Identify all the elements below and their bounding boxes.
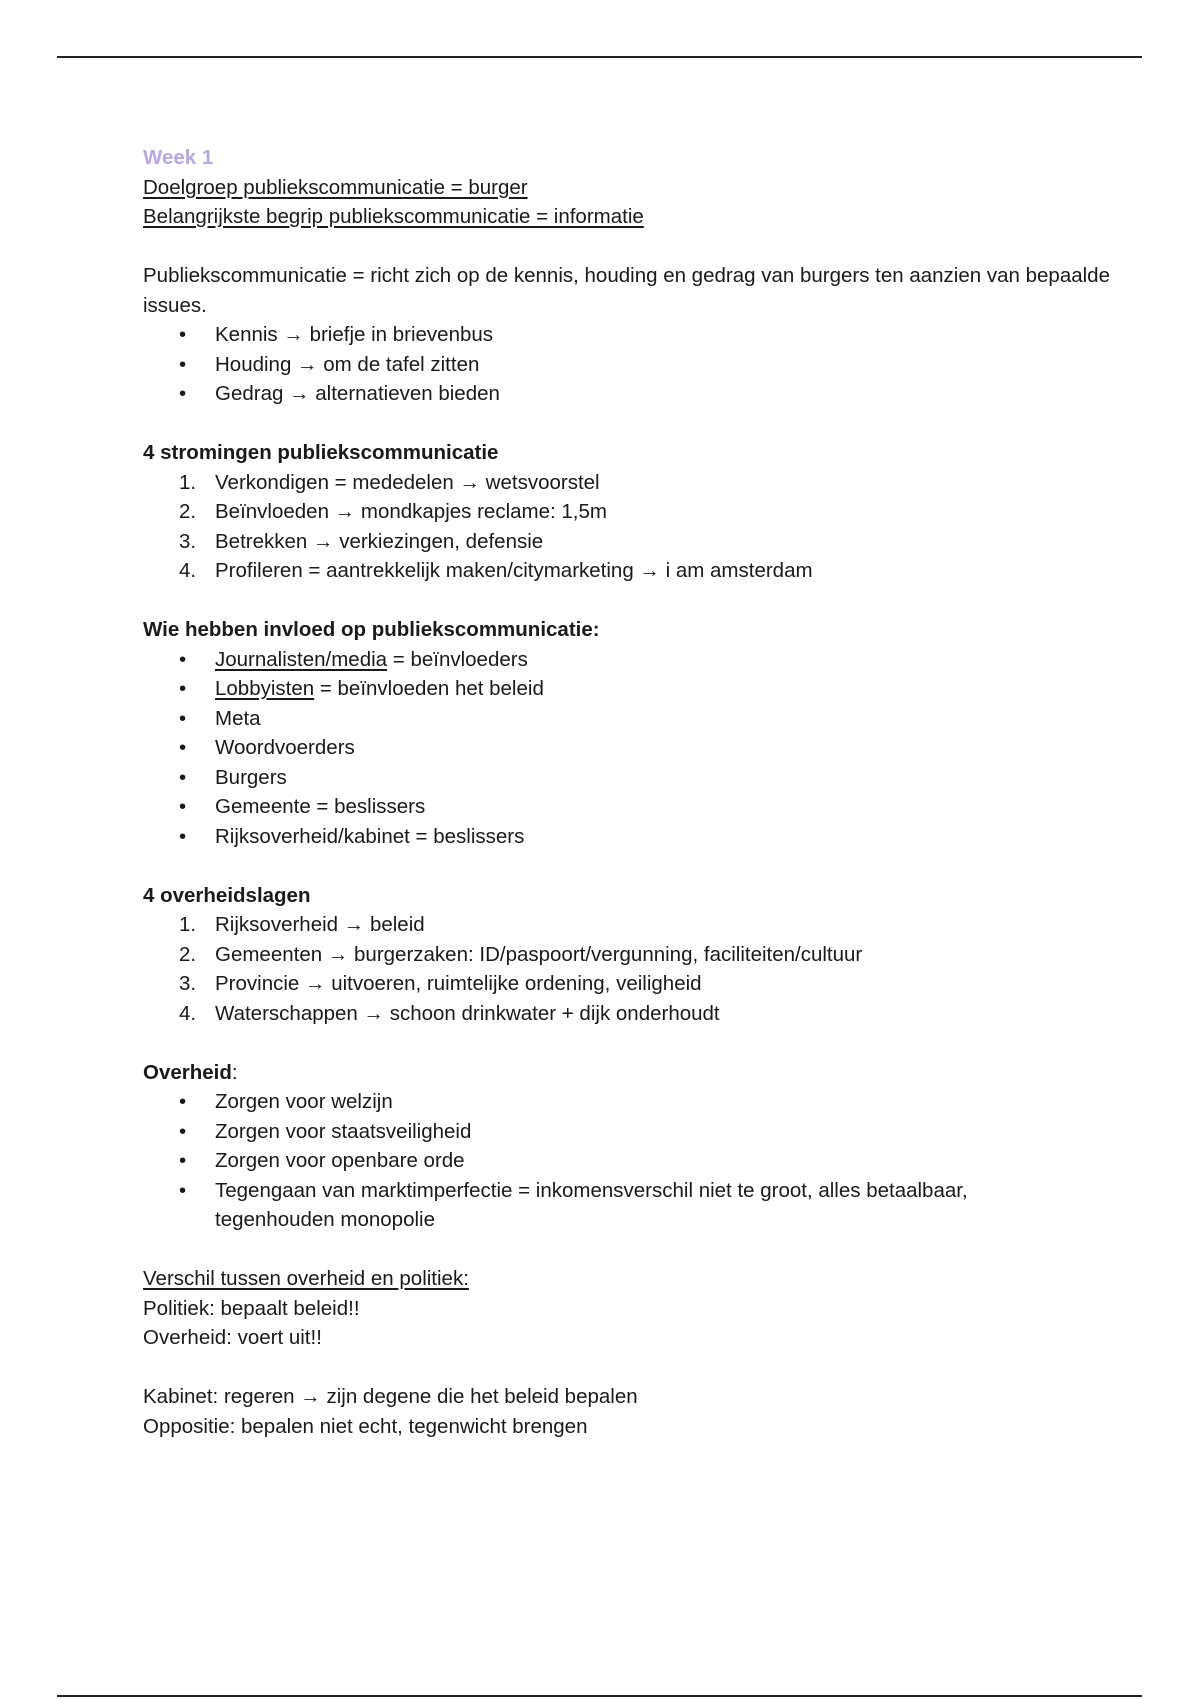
number-marker: 3.: [179, 529, 197, 553]
number-marker: 4.: [179, 559, 197, 582]
oppositie-line: Oppositie: bepalen niet echt, tegenwicht brengen: [143, 1414, 588, 1438]
list-item: • Kennis → briefje in brievenbus: [143, 320, 1143, 350]
stromingen-list: [143, 468, 1143, 586]
document-page: [143, 143, 1143, 1441]
list-item: 1. Verkondigen = mededelen → wetsvoorstel: [143, 468, 1143, 498]
begrip-line: Belangrijkste begrip publiekscommunicatie = informatie: [143, 205, 644, 228]
list-item: • Zorgen voor welzijn: [143, 1087, 1143, 1117]
bullet-marker: •: [179, 1178, 187, 1202]
underlined-term: Lobbyisten: [215, 677, 315, 700]
footer-rule: [57, 1695, 1142, 1697]
bullet-marker: •: [179, 323, 187, 346]
list-item: • Rijksoverheid/kabinet = beslissers: [143, 822, 1143, 852]
header-rule: [57, 56, 1142, 58]
list-item: • Woordvoerders: [143, 733, 1143, 763]
bullet-marker: •: [179, 765, 187, 789]
number-marker: 2.: [179, 500, 197, 523]
overheid-heading: Overheid:: [143, 1060, 238, 1084]
bullet-marker: •: [179, 736, 187, 759]
bullet-marker: •: [179, 677, 187, 700]
number-marker: 1.: [179, 913, 197, 936]
overheid-line: Overheid: voert uit!!: [143, 1326, 322, 1349]
list-item: 2. Gemeenten → burgerzaken: ID/paspoort/vergunning, faciliteiten/cultuur: [143, 940, 1143, 970]
list-item: • Journalisten/media = beïnvloeders: [143, 645, 1143, 675]
list-item: • Zorgen voor openbare orde: [143, 1146, 1143, 1176]
verschil-heading: Verschil tussen overheid en politiek:: [143, 1267, 469, 1290]
number-marker: 2.: [179, 942, 197, 966]
list-item: • Gedrag → alternatieven bieden: [143, 379, 1143, 409]
invloed-list: [143, 645, 1143, 852]
politiek-line: Politiek: bepaalt beleid!!: [143, 1296, 360, 1320]
definition-bullet-list: [143, 320, 1143, 409]
list-item: • Zorgen voor staatsveiligheid: [143, 1117, 1143, 1147]
list-item: • Meta: [143, 704, 1143, 734]
number-marker: 3.: [179, 972, 197, 995]
list-item: 3. Betrekken → verkiezingen, defensie: [143, 527, 1143, 557]
bullet-marker: •: [179, 382, 187, 405]
bullet-marker: •: [179, 706, 187, 730]
bullet-marker: •: [179, 647, 187, 671]
overheidslagen-list: [143, 910, 1143, 1028]
bullet-marker: •: [179, 1149, 187, 1172]
number-marker: 1.: [179, 470, 197, 494]
list-item: • Gemeente = beslissers: [143, 792, 1143, 822]
bullet-marker: •: [179, 795, 187, 818]
list-item: 3. Provincie → uitvoeren, ruimtelijke ordening, veiligheid: [143, 969, 1143, 999]
invloed-heading: Wie hebben invloed op publiekscommunicatie:: [143, 618, 600, 641]
kabinet-line: Kabinet: regeren → zijn degene die het beleid bepalen: [143, 1385, 638, 1408]
definition-paragraph: Publiekscommunicatie = richt zich op de kennis, houding en gedrag van burgers ten aanzien van bepaalde issues.: [143, 264, 1110, 317]
overheid-list: [143, 1087, 1143, 1235]
underlined-term: Journalisten/media: [215, 647, 388, 671]
stromingen-heading: 4 stromingen publiekscommunicatie: [143, 441, 499, 464]
list-item: 1. Rijksoverheid → beleid: [143, 910, 1143, 940]
bullet-marker: •: [179, 1119, 187, 1143]
overheidslagen-heading: 4 overheidslagen: [143, 883, 311, 907]
list-item: • Burgers: [143, 763, 1143, 793]
list-item: • Lobbyisten = beïnvloeden het beleid: [143, 674, 1143, 704]
bullet-marker: •: [179, 352, 187, 376]
bullet-marker: •: [179, 1090, 187, 1113]
list-item: • Tegengaan van marktimperfectie = inkomensverschil niet te groot, alles betaalbaar, tegenhouden monopolie: [143, 1176, 1143, 1235]
list-item: • Houding → om de tafel zitten: [143, 350, 1143, 380]
number-marker: 4.: [179, 1001, 197, 1025]
bullet-marker: •: [179, 824, 187, 848]
list-item: 2. Beïnvloeden → mondkapjes reclame: 1,5m: [143, 497, 1143, 527]
week-heading: Week 1: [143, 146, 214, 169]
list-item: 4. Profileren = aantrekkelijk maken/citymarketing → i am amsterdam: [143, 556, 1143, 586]
list-item: 4. Waterschappen → schoon drinkwater + dijk onderhoudt: [143, 999, 1143, 1029]
doelgroep-line: Doelgroep publiekscommunicatie = burger: [143, 175, 528, 199]
